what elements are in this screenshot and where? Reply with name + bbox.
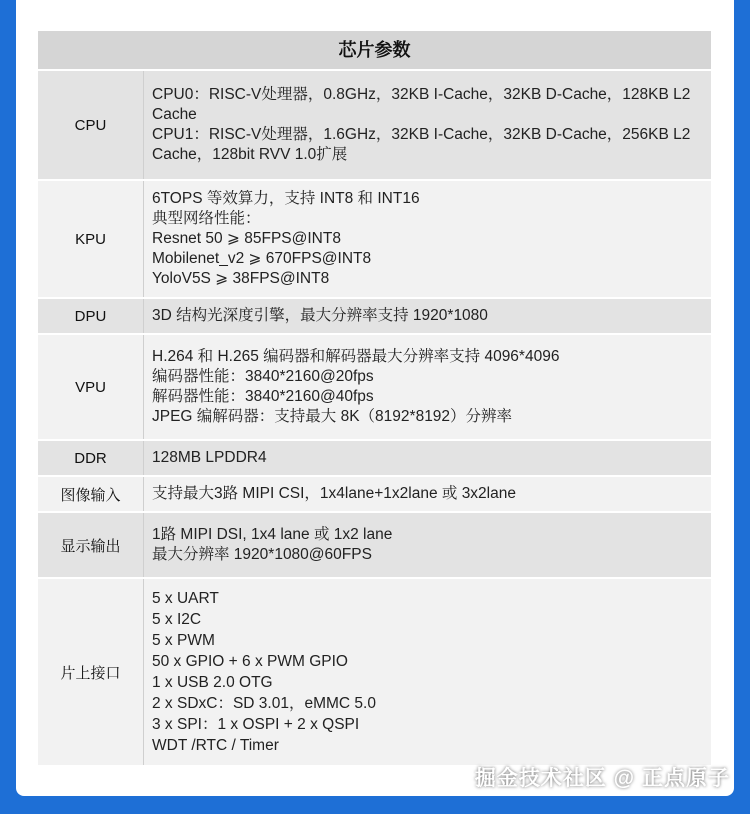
table-header [38,31,711,71]
row-label: 显示输出 [38,513,144,577]
value-line: H.264 和 H.265 编码器和解码器最大分辨率支持 4096*4096 [152,348,560,365]
table-row-image-input [38,477,711,513]
value-line: 2 x SDxC：SD 3.01，eMMC 5.0 [152,695,376,712]
value-line: 3D 结构光深度引擎，最大分辨率支持 1920*1080 [152,307,488,324]
value-line: 典型网络性能： [152,210,261,227]
value-line: WDT /RTC / Timer [152,737,279,754]
table-row-kpu [38,181,711,299]
spec-table [38,31,711,765]
row-value [144,181,711,297]
value-line: 5 x PWM [152,632,215,649]
value-line: 50 x GPIO + 6 x PWM GPIO [152,653,348,670]
row-value [144,299,711,333]
value-line: 编码器性能：3840*2160@20fps [152,368,374,385]
row-value [144,71,711,179]
value-line: 1路 MIPI DSI, 1x4 lane 或 1x2 lane [152,526,393,543]
value-line: 5 x UART [152,590,219,607]
row-label: CPU [38,71,144,179]
value-line: 最大分辨率 1920*1080@60FPS [152,546,372,563]
table-row-ddr [38,441,711,477]
table-row-display-output [38,513,711,579]
value-line: Cache，128bit RVV 1.0扩展 [152,146,348,163]
value-line: 128MB LPDDR4 [152,449,267,466]
row-label: KPU [38,181,144,297]
value-line: 解码器性能：3840*2160@40fps [152,388,374,405]
value-line: Mobilenet_v2 ⩾ 670FPS@INT8 [152,250,372,267]
row-value [144,335,711,439]
value-line: Cache [152,106,197,123]
table-row-cpu [38,71,711,181]
row-label: VPU [38,335,144,439]
row-value [144,579,711,765]
value-line: 1 x USB 2.0 OTG [152,674,273,691]
value-line: Resnet 50 ⩾ 85FPS@INT8 [152,230,341,247]
row-label: 图像输入 [38,477,144,511]
value-line: JPEG 编解码器：支持最大 8K（8192*8192）分辨率 [152,408,513,425]
value-line: 支持最大3路 MIPI CSI，1x4lane+1x2lane 或 3x2lane [152,485,516,502]
table-row-vpu [38,335,711,441]
value-line: YoloV5S ⩾ 38FPS@INT8 [152,270,330,287]
row-value [144,477,711,511]
row-value [144,513,711,577]
table-row-dpu [38,299,711,335]
value-line: CPU1：RISC-V处理器，1.6GHz，32KB I-Cache，32KB D-Cache，256KB L2 [152,126,691,143]
row-value [144,441,711,475]
row-label: 片上接口 [38,579,144,765]
value-line: 6TOPS 等效算力，支持 INT8 和 INT16 [152,190,420,207]
value-line: CPU0：RISC-V处理器，0.8GHz，32KB I-Cache，32KB D-Cache，128KB L2 [152,86,691,103]
table-title: 芯片参数 [338,40,411,60]
value-line: 3 x SPI：1 x OSPI + 2 x QSPI [152,716,360,733]
table-row-onchip-interfaces [38,579,711,765]
value-line: 5 x I2C [152,611,202,628]
row-label: DPU [38,299,144,333]
watermark-text: 掘金技术社区 @ 正点原子 [474,767,730,790]
row-label: DDR [38,441,144,475]
